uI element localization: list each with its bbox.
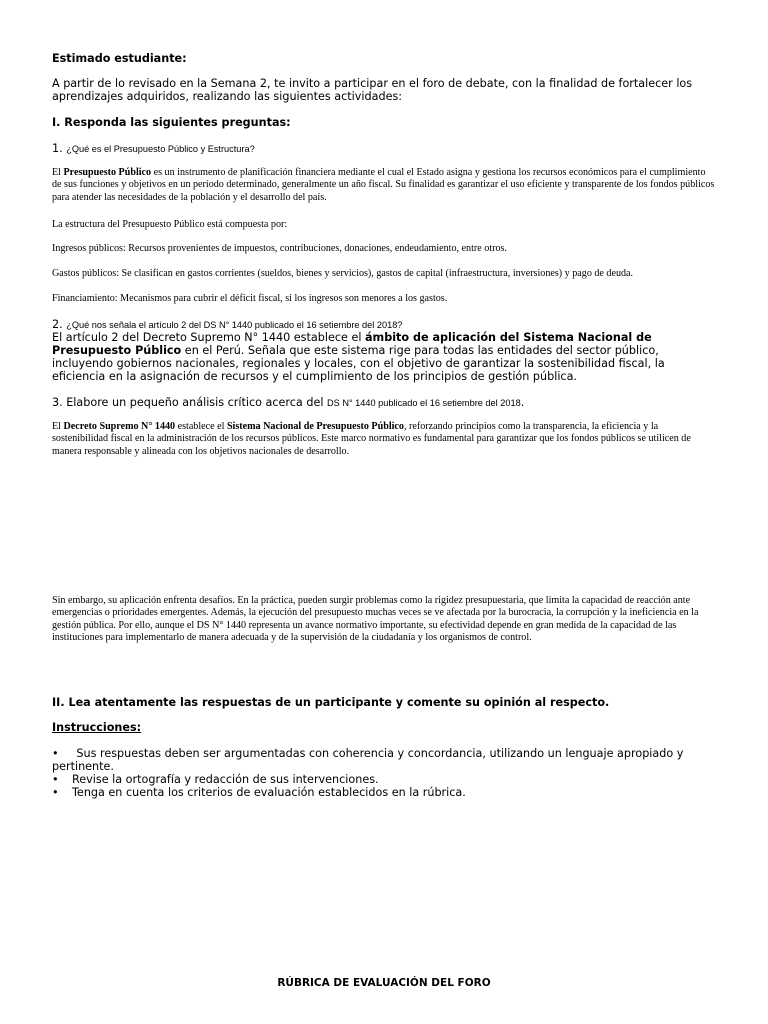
instructions-list [52,747,716,799]
rubric-title: RÚBRICA DE EVALUACIÓN DEL FORO [277,977,491,989]
answer-1-structure-intro: La estructura del Presupuesto Público está compuesta por: [52,219,288,230]
bullet-icon: • [52,773,59,786]
section-2-title: II. Lea atentamente las respuestas de un participante y comente su opinión al respecto. [52,696,610,709]
answer-1-ingresos: Ingresos públicos: Recursos provenientes de impuestos, contribuciones, donaciones, endeudamiento, entre otros. [52,243,507,254]
answer-3-paragraph-2: Sin embargo, su aplicación enfrenta desafíos. En la práctica, pueden surgir problemas como la rigidez presupuestaria, que limita la capacidad de reacción ante emergencias o prioridades emergentes. Además, la ejecución del presupuesto muchas veces se ve afectada por la burocracia, la corrupción y la ineficiencia en la gestión pública. Por ello, aunque el DS N° 1440 representa un avance normativo importante, su efectividad depende en gran medida de la capacidad de las instituciones para implementarlo de manera adecuada y de la supervisión de la ciudadanía y los organismos de control. [52,595,699,644]
question-3: 3. Elabore un pequeño análisis crítico acerca del DS N° 1440 publicado el 16 setiembre del 2018. [52,396,525,409]
instruction-item: • Tenga en cuenta los criterios de evaluación establecidos en la rúbrica. [52,786,466,799]
greeting: Estimado estudiante: [52,52,187,65]
section-1-title: I. Responda las siguientes preguntas: [52,116,291,129]
answer-1-financiamiento: Financiamiento: Mecanismos para cubrir el déficit fiscal, si los ingresos son menores a los gastos. [52,293,448,304]
bullet-icon: • [52,786,59,799]
answer-3-paragraph-1: El Decreto Supremo N° 1440 establece el Sistema Nacional de Presupuesto Público, reforzando principios como la transparencia, la eficiencia y la sostenibilidad fiscal en la administración de los recursos públicos. Este marco normativo es fundamental para garantizar que los fondos públicos se utilicen de manera responsable y alineada con los objetivos nacionales de desarrollo. [52,421,691,457]
answer-1-definition: El Presupuesto Público es un instrumento de planificación financiera mediante el cual el Estado asigna y gestiona los recursos económicos para el cumplimiento de sus funciones y objetivos en un período determinado, generalmente un año fiscal. Su finalidad es garantizar el uso eficiente y transparente de los fondos públicos para atender las necesidades de la población y el desarrollo del país. [52,167,715,203]
intro-paragraph: A partir de lo revisado en la Semana 2, te invito a participar en el foro de debate, con la finalidad de fortalecer los aprendizajes adquiridos, realizando las siguientes actividades: [52,77,693,103]
instruction-item: • Sus respuestas deben ser argumentadas con coherencia y concordancia, utilizando un lenguaje apropiado y pertinente. [52,747,684,773]
instruction-item: • Revise la ortografía y redacción de sus intervenciones. [52,773,379,786]
question-1: 1. ¿Qué es el Presupuesto Público y Estructura? [52,142,255,155]
question-2: 2. ¿Qué nos señala el artículo 2 del DS N° 1440 publicado el 16 setiembre del 2018? [52,318,403,331]
answer-1-gastos: Gastos públicos: Se clasifican en gastos corrientes (sueldos, bienes y servicios), gastos de capital (infraestructura, inversiones) y pago de deuda. [52,268,634,279]
answer-2-paragraph: El artículo 2 del Decreto Supremo N° 1440 establece el ámbito de aplicación del Sistema Nacional de Presupuesto Público en el Perú. Señala que este sistema rige para todas las entidades del sector público, incluyendo gobiernos nacionales, regionales y locales, con el objetivo de garantizar la sostenibilidad fiscal, la eficiencia en la asignación de recursos y el cumplimiento de los principios de gestión pública. [52,331,665,383]
instructions-title: Instrucciones: [52,721,142,734]
bullet-icon: • [52,747,59,760]
